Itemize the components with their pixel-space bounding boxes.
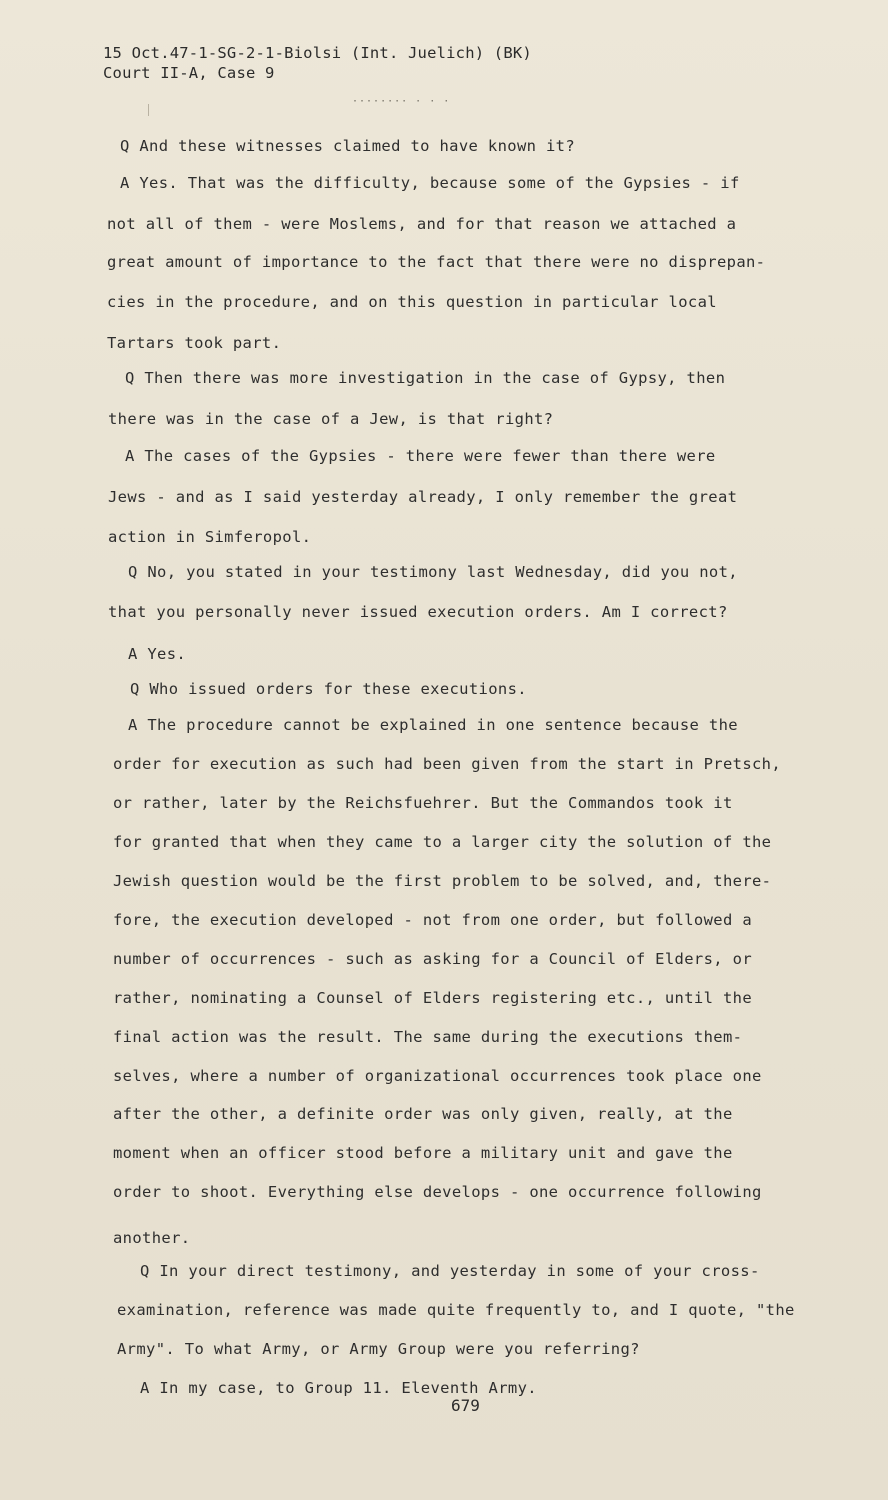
body-line: order to shoot. Everything else develops - one occurrence following (113, 1183, 762, 1201)
faint-stamp: ········ · · · (352, 96, 451, 107)
body-line: examination, reference was made quite frequently to, and I quote, "the (117, 1301, 795, 1319)
header-court-line: Court II-A, Case 9 (103, 64, 275, 82)
body-line: Jewish question would be the first problem to be solved, and, there- (113, 872, 772, 890)
body-line: or rather, later by the Reichsfuehrer. But the Commandos took it (113, 794, 733, 812)
body-line: A Yes. That was the difficulty, because some of the Gypsies - if (120, 174, 740, 192)
body-line: cies in the procedure, and on this question in particular local (107, 293, 717, 311)
page-number: 679 (451, 1396, 480, 1415)
body-line: Q Who issued orders for these executions. (130, 680, 527, 698)
margin-mark (148, 104, 149, 116)
body-line: for granted that when they came to a larger city the solution of the (113, 833, 772, 851)
body-line: order for execution as such had been given from the start in Pretsch, (113, 755, 782, 773)
body-line: Army". To what Army, or Army Group were you referring? (117, 1340, 640, 1358)
body-line: Jews - and as I said yesterday already, I only remember the great (108, 488, 738, 506)
body-line: Q No, you stated in your testimony last Wednesday, did you not, (128, 563, 738, 581)
body-line: another. (113, 1229, 191, 1247)
body-line: Tartars took part. (107, 334, 282, 352)
body-line: Q And these witnesses claimed to have known it? (120, 137, 576, 155)
body-line: fore, the execution developed - not from one order, but followed a (113, 911, 752, 929)
body-line: action in Simferopol. (108, 528, 312, 546)
body-line: A In my case, to Group 11. Eleventh Army. (140, 1379, 537, 1397)
body-line: Q In your direct testimony, and yesterday in some of your cross- (140, 1262, 760, 1280)
body-line: great amount of importance to the fact that there were no disprepan- (107, 253, 766, 271)
body-line: A Yes. (128, 645, 187, 663)
body-line: A The procedure cannot be explained in one sentence because the (128, 716, 738, 734)
body-line: that you personally never issued execution orders. Am I correct? (108, 603, 728, 621)
body-line: rather, nominating a Counsel of Elders registering etc., until the (113, 989, 752, 1007)
body-line: not all of them - were Moslems, and for that reason we attached a (107, 215, 737, 233)
body-line: number of occurrences - such as asking for a Council of Elders, or (113, 950, 752, 968)
body-line: there was in the case of a Jew, is that right? (108, 410, 554, 428)
body-line: Q Then there was more investigation in the case of Gypsy, then (125, 369, 726, 387)
body-line: selves, where a number of organizational occurrences took place one (113, 1067, 762, 1085)
header-reference-line: 15 Oct.47-1-SG-2-1-Biolsi (Int. Juelich) (BK) (103, 44, 532, 62)
body-line: moment when an officer stood before a military unit and gave the (113, 1144, 733, 1162)
body-line: after the other, a definite order was only given, really, at the (113, 1105, 733, 1123)
body-line: A The cases of the Gypsies - there were fewer than there were (125, 447, 716, 465)
body-line: final action was the result. The same during the executions them- (113, 1028, 743, 1046)
